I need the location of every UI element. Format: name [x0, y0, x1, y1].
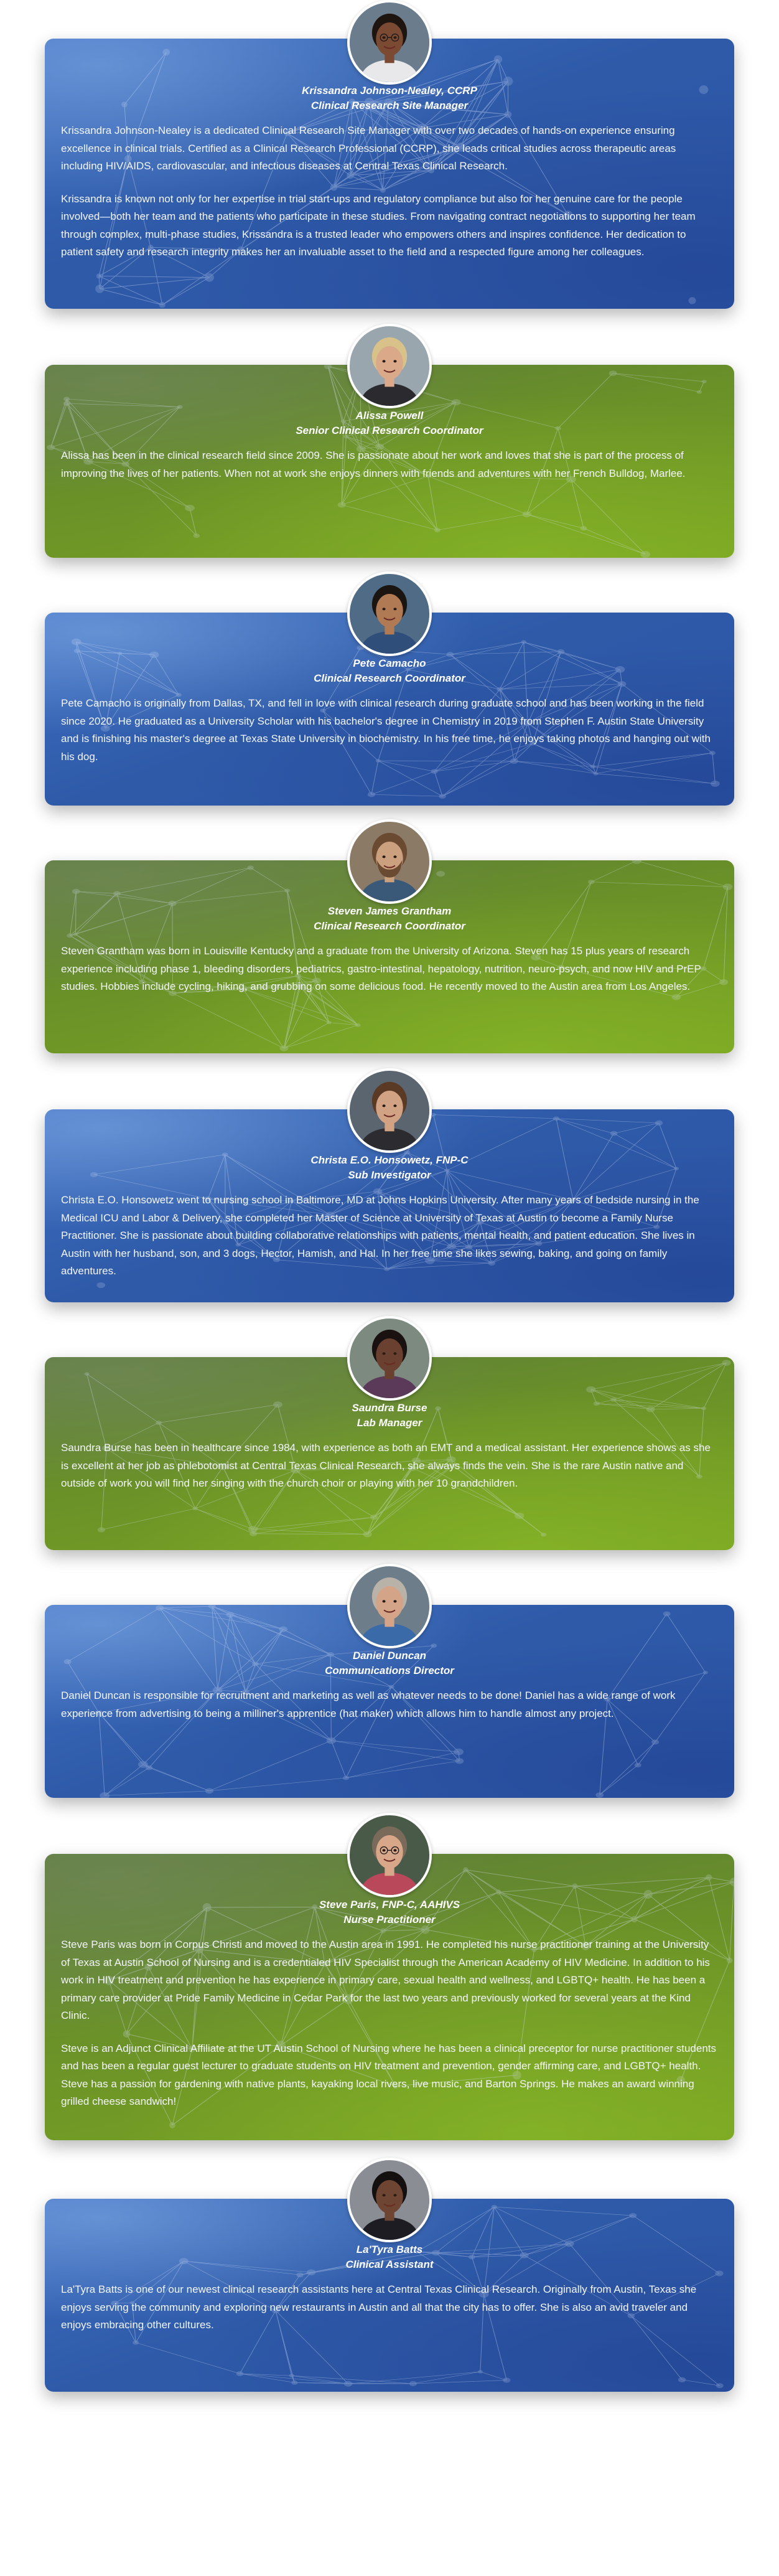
member-bio: Krissandra is known not only for her expertise in trial start-ups and regulatory compliance but also for her genuine care for the people involved—both her team and the patients who participate in these studies. From navigating contract negotiations to supporting her team through complex, multi-phase studies, Krissandra is a trusted leader who empowers others and inspires confidence. Her dedication to patient safety and research integrity makes her an invaluable asset to the field and a respected figure among her colleagues. — [61, 192, 696, 258]
portrait-man-glasses-icon — [350, 1815, 429, 1895]
member-bio: Alissa has been in the clinical research field since 2009. She is passionate about her work and loves that she is part of the process of improving the lives of her patients. When not at work she enjoys dinners with friends and adventures with her French Bulldog, Marlee. — [61, 449, 686, 479]
portrait-man-beard-icon — [350, 822, 429, 901]
member-bio: Steven Grantham was born in Louisville Kentucky and a graduate from the University of Arizona. Steven has 15 plus years of research experience including phase 1, bleeding disorders, pediatrics, gastro-intestinal, hepatology, nutrition, neuro-psych, and now HIV and PrEP studies. Hobbies include cycling, hiking, and grubbing on some delicious food. He recently moved to the Austin area from Los Angeles. — [61, 945, 701, 992]
member-name: Krissandra Johnson-Nealey, CCRP — [302, 85, 477, 96]
portrait-woman-blonde-icon — [350, 326, 429, 406]
avatar — [347, 2158, 432, 2242]
portrait-woman-glasses-icon — [350, 2, 429, 82]
member-bio: La'Tyra Batts is one of our newest clinical research assistants here at Central Texas Clinical Research. Originally from Austin, Texas she enjoys serving the community and exploring new restaurants in Austin and all that the city has to offer. She is also an avid traveler and enjoys embracing other cultures. — [61, 2283, 697, 2331]
member-role: Senior Clinical Research Coordinator — [296, 425, 483, 436]
member-bio: Krissandra Johnson-Nealey is a dedicated Clinical Research Site Manager with over two decades of hands-on experience ensuring excellence in clinical trials. Certified as a Clinical Research Professional (CCRP), she leads critical studies across therapeutic areas including HIV/AIDS, cardiovascular, and infectious diseases at Central Texas Clinical Research. — [61, 125, 676, 172]
member-name: Christa E.O. Honsowetz, FNP-C — [310, 1154, 469, 1166]
member-name: Saundra Burse — [352, 1402, 427, 1414]
member-name: La'Tyra Batts — [356, 2244, 423, 2255]
avatar — [347, 0, 432, 85]
member-name: Steven James Grantham — [327, 905, 452, 917]
member-bio: Saundra Burse has been in healthcare since 1984, with experience as both an EMT and a medical assistant. Her experience shows as she is excellent at her job as phlebotomist at Central Texas Clinical Research, she always finds the vein. She is the rare Austin native and outside of work you will find her singing with the church choir or playing with her 10 grandchildren. — [61, 1442, 711, 1489]
member-bio: Christa E.O. Honsowetz went to nursing school in Baltimore, MD at Johns Hopkins University. After many years of bedside nursing in the Medical ICU and Labor & Delivery, she completed her Master of Science at University of Texas at Austin to become a Family Nurse Practitioner. She is passionate about building collaborative relationships with patients, mental health, and patient education. She lives in Austin with her husband, son, and 3 dogs, Hector, Hamish, and Hal. In her free time she likes sewing, baking, and going on family adventures. — [61, 1194, 699, 1277]
avatar — [347, 1813, 432, 1897]
member-bio: Steve Paris was born in Corpus Christi and moved to the Austin area in 1991. He completed his nurse practitioner training at the University of Texas at Austin School of Nursing and is a credentialed HIV Specialist through the American Academy of HIV Medicine. In addition to his work in HIV treatment and prevention he has experience in primary care, sexual health and wellness, and LGBTQ+ health. He has been a primary care provider at Pride Family Medicine in Cedar Park for the last two years and previously worked for several years at the Kind Clinic. — [61, 1939, 710, 2021]
avatar — [347, 571, 432, 656]
avatar — [347, 1316, 432, 1401]
member-name: Steve Paris, FNP-C, AAHIVS — [319, 1899, 460, 1911]
member-name: Pete Camacho — [353, 657, 426, 669]
member-bio: Pete Camacho is originally from Dallas, TX, and fell in love with clinical research during graduate school and has been working in the field since 2020. He graduated as a University Scholar with his bachelor's degree in Chemistry in 2019 from Stephen F. Austin State University and is finishing his master's degree at Texas State University in biochemistry. In his free time, he enjoys taking photos and hanging out with his dog. — [61, 697, 711, 763]
member-role: Clinical Assistant — [345, 2259, 434, 2270]
avatar — [347, 324, 432, 408]
member-role: Communications Director — [325, 1665, 454, 1676]
avatar — [347, 1564, 432, 1648]
member-role: Clinical Research Site Manager — [310, 100, 469, 111]
member-role: Nurse Practitioner — [343, 1914, 436, 1925]
member-role: Clinical Research Coordinator — [314, 920, 465, 932]
avatar — [347, 819, 432, 904]
portrait-man-icon — [350, 574, 429, 654]
member-role: Clinical Research Coordinator — [314, 672, 465, 684]
portrait-woman-brown-hair-icon — [350, 1071, 429, 1150]
member-bio: Daniel Duncan is responsible for recruitment and marketing as well as whatever needs to be done! Daniel has a wide range of work experience from advertising to being a milliner's apprentice (hat maker) which allows him to handle almost any project. — [61, 1690, 676, 1719]
portrait-man-gray-hair-icon — [350, 1566, 429, 1646]
member-name: Alissa Powell — [355, 410, 424, 421]
member-bio: Steve is an Adjunct Clinical Affiliate at the UT Austin School of Nursing where he has been a clinical preceptor for nurse practitioner students and has been a regular guest lecturer to graduate students on HIV treatment and prevention, gender affirming care, and LGBTQ+ health. Steve has a passion for gardening with native plants, kayaking local rivers, live music, and Barton Springs. He makes an award winning grilled cheese sandwich! — [61, 2042, 717, 2107]
member-role: Lab Manager — [357, 1417, 422, 1429]
member-role: Sub Investigator — [348, 1169, 431, 1181]
member-name: Daniel Duncan — [352, 1650, 427, 1662]
portrait-woman-smiling-icon — [350, 1319, 429, 1398]
portrait-woman-dark-hair-icon — [350, 2160, 429, 2240]
avatar — [347, 1068, 432, 1153]
